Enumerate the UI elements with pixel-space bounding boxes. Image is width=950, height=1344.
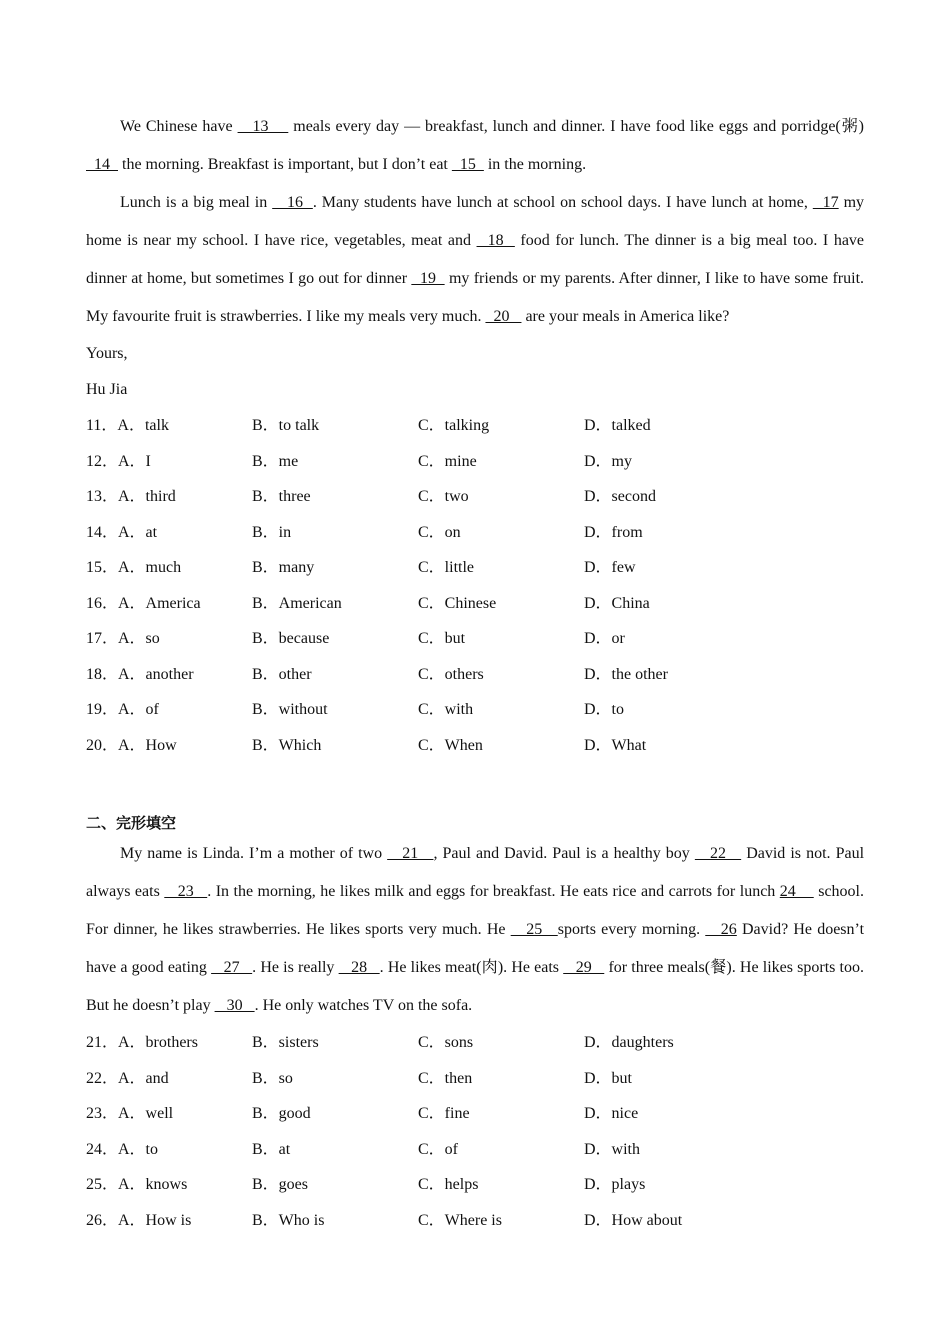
passage2-paragraph — [86, 835, 864, 1025]
option-a[interactable]: 18．A．another — [86, 665, 194, 683]
question-row — [86, 1203, 864, 1239]
option-d[interactable]: D．How about — [584, 1211, 683, 1229]
question-row — [86, 1167, 864, 1203]
option-d[interactable]: D．talked — [584, 417, 651, 434]
text: David? He doesn’t have a good eating — [86, 921, 865, 976]
blank-14: 14 — [86, 156, 118, 173]
text: . He is really — [252, 959, 339, 976]
blank-23: 23 — [164, 883, 208, 900]
text: sports every morning. — [557, 921, 706, 938]
option-d[interactable]: D．few — [584, 559, 636, 576]
option-a[interactable]: 12．A．I — [86, 452, 151, 470]
question-row — [86, 728, 864, 764]
text: Lunch is a big meal in — [120, 194, 273, 211]
option-c[interactable]: C．little — [418, 559, 475, 576]
question-row — [86, 1096, 864, 1132]
option-b[interactable]: B．in — [252, 523, 292, 541]
option-d[interactable]: D．daughters — [584, 1034, 674, 1051]
option-c[interactable]: C．of — [418, 1140, 459, 1158]
option-b[interactable]: B．good — [252, 1105, 311, 1122]
section-title: 二、完形填空 — [86, 814, 177, 832]
option-d[interactable]: D．with — [584, 1140, 641, 1158]
text: . He likes meat(肉). He eats — [379, 959, 564, 976]
question-row — [86, 1132, 864, 1168]
option-c[interactable]: C．fine — [418, 1105, 470, 1122]
text: David is not. Paul always eats — [86, 845, 865, 900]
blank-29: 29 — [563, 959, 605, 976]
option-a[interactable]: 17．A．so — [86, 630, 160, 647]
blank-18: 18 — [476, 232, 515, 249]
option-c[interactable]: C．When — [418, 736, 483, 754]
option-d[interactable]: D．from — [584, 523, 643, 541]
text: in the morning. — [483, 156, 587, 173]
question-row — [86, 550, 864, 586]
option-a[interactable]: 21．A．brothers — [86, 1034, 198, 1051]
text: are your meals in America like? — [521, 308, 730, 325]
option-b[interactable]: B．at — [252, 1140, 291, 1158]
option-d[interactable]: D．China — [584, 594, 650, 612]
option-c[interactable]: C．mine — [418, 452, 477, 470]
option-c[interactable]: C．Where is — [418, 1211, 502, 1229]
option-d[interactable]: D．nice — [584, 1105, 639, 1122]
text: We Chinese have — [120, 118, 238, 135]
text: . In the morning, he likes milk and eggs for breakfast. He eats rice and carrots for lunch — [207, 883, 780, 900]
question-row — [86, 657, 864, 693]
option-b[interactable]: B．so — [252, 1069, 293, 1087]
question-row — [86, 408, 864, 444]
option-c[interactable]: C．Chinese — [418, 594, 497, 612]
option-c[interactable]: C．then — [418, 1069, 473, 1087]
blank-27: 27 — [211, 959, 253, 976]
option-a[interactable]: 19．A．of — [86, 701, 159, 718]
option-c[interactable]: C．talking — [418, 417, 490, 434]
document-page — [86, 108, 864, 1238]
option-d[interactable]: D．second — [584, 488, 656, 505]
blank-22: 22 — [694, 845, 742, 862]
blank-21: 21 — [387, 845, 434, 862]
option-d[interactable]: D．the other — [584, 665, 668, 683]
text: for three meals(餐). He likes sports too. But he doesn’t play — [86, 959, 864, 1014]
passage1-paragraph2 — [86, 184, 864, 336]
option-a[interactable]: 24．A．to — [86, 1140, 159, 1158]
text: , Paul and David. Paul is a healthy boy — [433, 845, 695, 862]
option-a[interactable]: 16．A．America — [86, 594, 201, 612]
option-a[interactable]: 26．A．How is — [86, 1211, 192, 1229]
option-a[interactable]: 25．A．knows — [86, 1176, 188, 1193]
text: my home is near my school. I have rice, vegetables, meat and — [86, 194, 865, 249]
question-row — [86, 515, 864, 551]
option-d[interactable]: D．plays — [584, 1176, 646, 1193]
blank-26: 26 — [705, 921, 737, 938]
option-d[interactable]: D．to — [584, 701, 625, 718]
question-row — [86, 621, 864, 657]
option-b[interactable]: B．American — [252, 594, 342, 612]
text: My name is Linda. I’m a mother of two — [120, 845, 388, 862]
blank-28: 28 — [338, 959, 380, 976]
blank-30: 30 — [214, 997, 255, 1014]
option-a[interactable]: 15．A．much — [86, 559, 182, 576]
blank-17: 17 — [812, 194, 839, 211]
option-c[interactable]: C．helps — [418, 1176, 479, 1193]
questions-section2 — [86, 1025, 864, 1238]
option-a[interactable]: 14．A．at — [86, 523, 158, 541]
option-d[interactable]: D．or — [584, 630, 625, 647]
option-c[interactable]: C．others — [418, 665, 484, 683]
option-b[interactable]: B．me — [252, 452, 299, 470]
blank-15: 15 — [451, 156, 484, 173]
option-c[interactable]: C．with — [418, 701, 474, 718]
questions-section1 — [86, 408, 864, 763]
option-d[interactable]: D．but — [584, 1069, 633, 1087]
blank-20: 20 — [485, 308, 522, 325]
option-b[interactable]: B．goes — [252, 1176, 309, 1193]
option-b[interactable]: B．many — [252, 559, 315, 576]
option-c[interactable]: C．sons — [418, 1034, 474, 1051]
option-b[interactable]: B．Who is — [252, 1211, 325, 1229]
passage1-paragraph1 — [86, 108, 864, 184]
letter-closing: Yours, — [86, 345, 128, 362]
question-row — [86, 1061, 864, 1097]
question-row — [86, 444, 864, 480]
option-b[interactable]: B．to talk — [252, 417, 320, 434]
option-a[interactable]: 22．A．and — [86, 1069, 169, 1087]
question-row — [86, 479, 864, 515]
option-c[interactable]: C．on — [418, 523, 461, 541]
text: school. For dinner, he likes strawberries. He likes sports very much. He — [86, 883, 864, 938]
option-c[interactable]: C．but — [418, 630, 466, 647]
option-b[interactable]: B．because — [252, 630, 330, 647]
blank-25: 25 — [510, 921, 558, 938]
blank-24: 24 — [779, 883, 814, 900]
question-row — [86, 692, 864, 728]
blank-13: 13 — [237, 118, 289, 135]
option-b[interactable]: B．sisters — [252, 1034, 319, 1051]
option-a[interactable]: 20．A．How — [86, 736, 177, 754]
text: the morning. Breakfast is important, but I don’t eat — [118, 156, 452, 173]
text: . Many students have lunch at school on school days. I have lunch at home, — [312, 194, 813, 211]
option-b[interactable]: B．without — [252, 701, 328, 718]
question-row — [86, 586, 864, 622]
option-b[interactable]: B．other — [252, 665, 312, 683]
option-a[interactable]: 11．A．talk — [86, 417, 169, 434]
option-c[interactable]: C．two — [418, 488, 469, 505]
option-b[interactable]: B．three — [252, 488, 311, 505]
option-d[interactable]: D．What — [584, 736, 647, 754]
text: food for lunch. The dinner is a big meal too. I have dinner at home, but sometimes I go out for dinner — [86, 232, 865, 287]
text: meals every day — breakfast, lunch and dinner. I have food like eggs and porridge(粥) — [288, 118, 865, 135]
letter-signature: Hu Jia — [86, 381, 128, 398]
blank-19: 19 — [411, 270, 445, 287]
question-row — [86, 1025, 864, 1061]
text: my friends or my parents. After dinner, I like to have some fruit. My favourite fruit is strawberries. I like my meals very much. — [86, 270, 865, 325]
option-a[interactable]: 23．A．well — [86, 1105, 174, 1122]
option-d[interactable]: D．my — [584, 452, 633, 470]
option-b[interactable]: B．Which — [252, 736, 322, 754]
text: . He only watches TV on the sofa. — [254, 997, 473, 1014]
option-a[interactable]: 13．A．third — [86, 488, 176, 505]
blank-16: 16 — [272, 194, 313, 211]
